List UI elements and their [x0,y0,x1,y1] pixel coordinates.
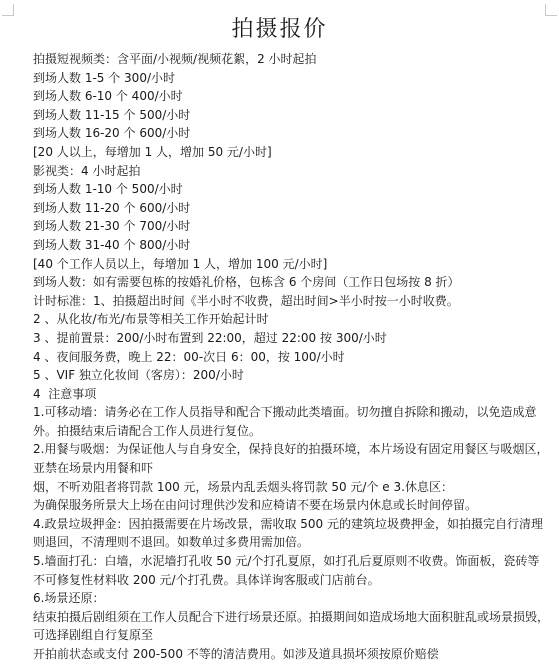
text-line: 到场人数 16-20 个 600/小时 [33,126,191,141]
text-line: 影视类：4 小时起拍 [33,163,141,178]
page-title: 拍摄报价 [231,17,328,42]
section-heading: 4 注意事项 [33,386,97,401]
document-body [33,50,549,664]
text-line: 4 、夜间服务费，晚上 22：00-次日 6：00，按 100/小时 [33,349,345,364]
text-line: 到场人数 6-10 个 400/小时 [33,89,183,104]
notice-paragraph: 5.墙面打孔：白墙，水泥墙打孔收 50 元/个打孔夏原，如打孔后夏原则不收费。饰面板，瓷砖等不可修复性材料收 200 元/个打孔费。具体详询客服或门店前台。 [33,554,540,587]
text-line: 到场人数 1-5 个 300/小时 [33,70,175,85]
text-line: 计时标准：1、拍摄超出时间《半小时不收费，超出时间>半小时按一小时收费。 [33,293,459,308]
notice-paragraph: 为确保服务所景大上场在由问讨理供沙发和应椅请不要在场景内休息或长时间停留。 [33,498,478,513]
text-line: 到场人数 11-20 个 600/小时 [33,200,191,215]
text-line: [20 人以上，每增加 1 人，增加 50 元/小时] [33,144,272,159]
text-line: 拍摄短视频类：含平面/小视频/视频花絮，2 小时起拍 [33,52,317,66]
text-line: 2 、从化妆/布光/布景等相关工作开始起计时 [33,312,269,327]
text-line: 5 、VIF 独立化妆间（客房）：200/小时 [33,368,244,383]
text-line: 到场人数 11-15 个 500/小时 [33,107,191,122]
notice-paragraph: 2.用餐与吸烟：为保证他人与自身安全，保持良好的拍摄环境，本片场设有固定用餐区与吸烟区，亚禁在场景内用餐和吓 [33,442,549,476]
text-line: 到场人数 1-10 个 500/小时 [33,182,183,197]
text-line: 到场人数：如有需要包栋的按婚礼价格，包栋含 6 个房间（工作日包场按 8 折） [33,275,460,290]
notice-paragraph: 1.可移动墙：请务必在工作人员指导和配合下搬动此类墙面。切勿擅自拆除和搬动，以免造成意外。拍摄结束后请配合工作人员进行复位。 [33,405,537,438]
notice-paragraph: 开拍前状态或支付 200-500 不等的清洁费用。如涉及道具损坏须按原价赔偿 [33,647,439,661]
notice-paragraph: 烟，不听劝阻者将罚款 100 元，场景内乱丢烟头将罚款 50 元/个 e 3.休息区： [33,479,453,494]
notice-paragraph: 6.场景还原： [33,591,105,606]
text-line: [40 个工作人员以上，每增加 1 人，增加 100 元/小时] [33,256,328,271]
text-line: 3 、提前置景：200/小时布置到 22:00，超过 22:00 按 300/小时 [33,330,387,345]
notice-paragraph: 结束拍摄后剧组须在工作人员配合下进行场景还原。拍摄期间如造成场地大面积脏乱或场景损毁，可选择剧组自行复原至 [33,609,550,643]
notice-paragraph: 4.政景垃圾押金：因拍摄需要在片场改景，需收取 500 元的建筑垃圾费押金，如拍摄完自行清理则退回，不清理则不退回。如数单过多费用需加倍。 [33,516,543,550]
text-line: 到场人数 31-40 个 800/小时 [33,237,191,252]
text-line: 到场人数 21-30 个 700/小时 [33,219,191,234]
